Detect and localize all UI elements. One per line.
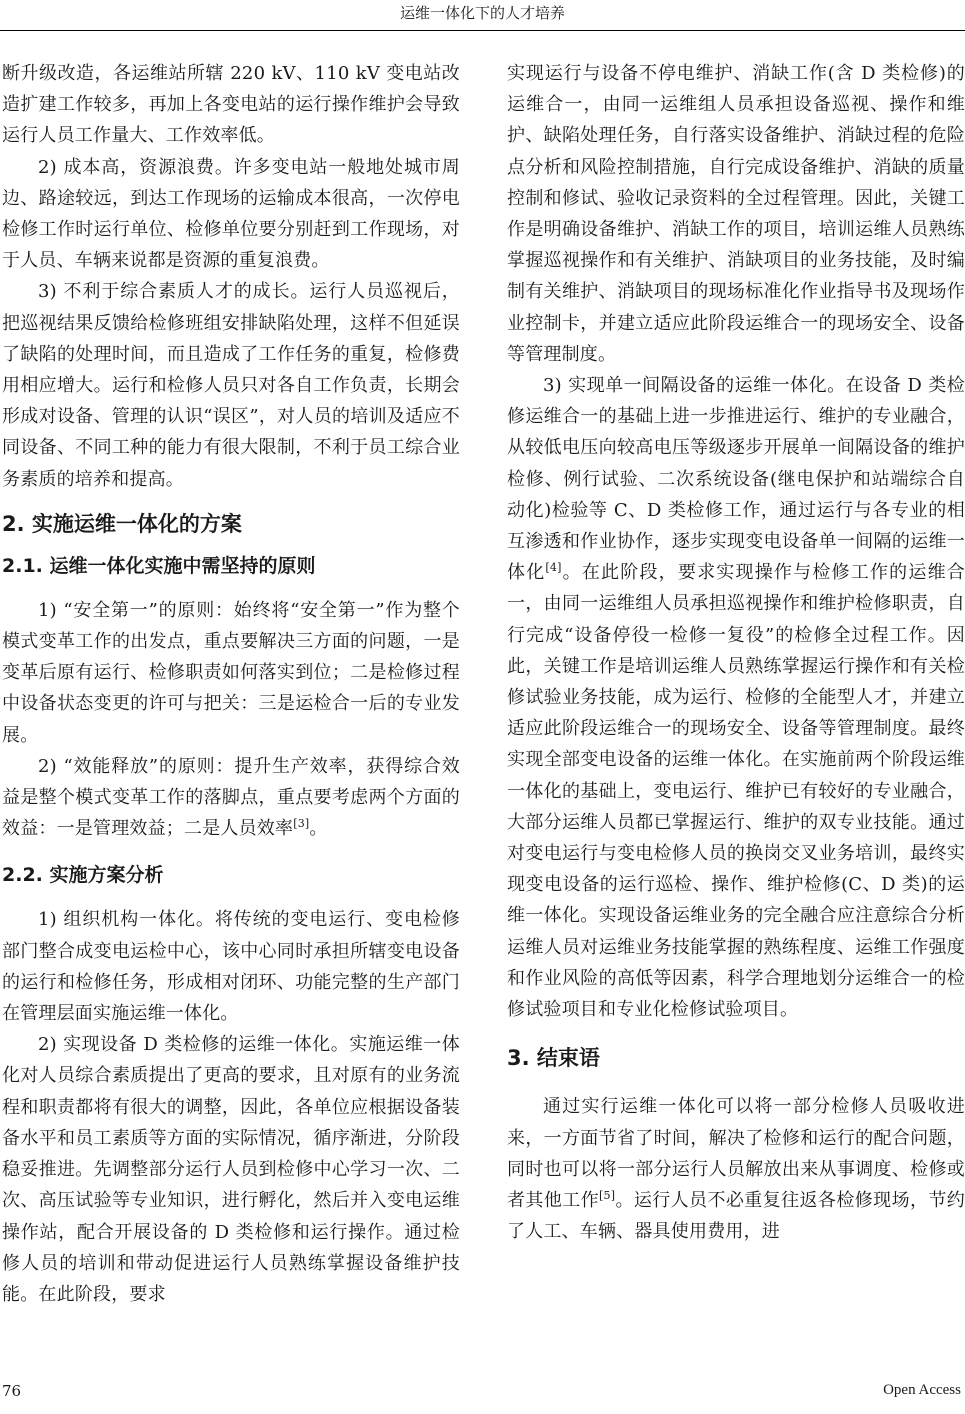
- right-column: [507, 58, 965, 1247]
- paragraph-text: 3) 实现单一间隔设备的运维一体化。在设备 D 类检修运维合一的基础上进一步推进运行、维护的专业融合，从较低电压向较高电压等级逐步开展单一间隔设备的维护检修、例行试验、二次系统设备(继电保护和站端综合自动化)检验等 C、D 类检修工作，通过运行与各专业的相互渗透和作业协作，逐步实现变电设备单一间隔的运维一体化: [507, 375, 965, 584]
- paragraph: 2) 成本高，资源浪费。许多变电站一般地处城市周边、路途较远，到达工作现场的运输成本很高，一次停电检修工作时运行单位、检修单位要分别赶到工作现场，对于人员、车辆来说都是资源的重复浪费。: [2, 156, 460, 272]
- paragraph: [2, 751, 460, 845]
- left-column: [2, 58, 460, 1310]
- citation-ref: [3]: [293, 817, 310, 831]
- section-heading-2: 2. 实施运维一体化的方案: [2, 511, 242, 536]
- subsection-heading-2-1: 2.1. 运维一体化实施中需坚持的原则: [2, 554, 316, 577]
- paragraph: 断升级改造，各运维站所辖 220 kV、110 kV 变电站改造扩建工作较多，再加上各变电站的运行操作维护会导致运行人员工作量大、工作效率低。: [2, 63, 460, 147]
- paragraph-text: 。在此阶段，要求实现操作与检修工作的运维合一，由同一运维组人员承担巡视操作和维护检修职责，自行完成“设备停役一检修一复役”的检修全过程工作。因此，关键工作是培训运维人员熟练掌握运行操作和有关检修试验业务技能，成为运行、检修的全能型人才，并建立适应此阶段运维合一的现场安全、设备等管理制度。最终实现全部变电设备的运维一体化。在实施前两个阶段运维一体化的基础上，变电运行、维护已有较好的专业融合，大部分运维人员都已掌握运行、维护的双专业技能。通过对变电运行与变电检修人员的换岗交叉业务培训，最终实现变电设备的运行巡检、操作、维护检修(C、D 类)的运维一体化。实现设备运维业务的完全融合应注意综合分析运维人员对运维业务技能掌握的熟练程度、运维工作强度和作业风险的高低等因素，科学合理地划分运维合一的检修试验项目和专业化检修试验项目。: [507, 562, 965, 1021]
- paragraph-text: 通过实行运维一体化可以将一部分检修人员吸收进来，一方面节省了时间，解决了检修和运行的配合问题，同时也可以将一部分运行人员解放出来从事调度、检修或者其他工作: [507, 1096, 965, 1211]
- header-rule: [0, 30, 965, 31]
- citation-ref: [5]: [599, 1188, 616, 1202]
- paragraph: [507, 1091, 965, 1247]
- subsection-heading-2-2: 2.2. 实施方案分析: [2, 864, 164, 887]
- paragraph: 1) “安全第一”的原则：始终将“安全第一”作为整个模式变革工作的出发点，重点要解决三方面的问题，一是变革后原有运行、检修职责如何落实到位；二是检修过程中设备状态变更的许可与把关：三是运检合一后的专业发展。: [2, 599, 460, 746]
- paragraph-text: 。运行人员不必重复往返各检修现场，节约了人工、车辆、器具使用费用，进: [507, 1189, 965, 1243]
- paragraph: 实现运行与设备不停电维护、消缺工作(含 D 类检修)的运维合一，由同一运维组人员承担设备巡视、操作和维护、缺陷处理任务，自行落实设备维护、消缺过程的危险点分析和风险控制措施，自行完成设备维护、消缺的质量控制和修试、验收记录资料的全过程管理。因此，关键工作是明确设备维护、消缺工作的项目，培训运维人员熟练掌握巡视操作和有关维护、消缺项目的业务技能，及时编制有关维护、消缺项目的现场标准化作业指导书及现场作业控制卡，并建立适应此阶段运维合一的现场安全、设备等管理制度。: [507, 63, 965, 365]
- journal-label: Open Access: [883, 1382, 961, 1398]
- paragraph: 2) 实现设备 D 类检修的运维一体化。实施运维一体化对人员综合素质提出了更高的要求，且对原有的业务流程和职责都将有很大的调整，因此，各单位应根据设备装备水平和员工素质等方面的实际情况，循序渐进，分阶段稳妥推进。先调整部分运行人员到检修中心学习一次、二次、高压试验等专业知识，进行孵化，然后并入变电运维操作站，配合开展设备的 D 类检修和运行操作。通过检修人员的培训和带动促进运行人员熟练掌握设备维护技能。在此阶段，要求: [2, 1034, 460, 1305]
- paragraph-text: 2) “效能释放”的原则：提升生产效率，获得综合效益是整个模式变革工作的落脚点，重点要考虑两个方面的效益：一是管理效益；二是人员效率: [2, 755, 460, 840]
- running-header: 运维一体化下的人才培养: [399, 4, 565, 22]
- section-heading-3: 3. 结束语: [507, 1046, 600, 1071]
- citation-ref: [4]: [545, 561, 562, 575]
- paragraph: [507, 370, 965, 1025]
- paragraph: 3) 不利于综合素质人才的成长。运行人员巡视后，把巡视结果反馈给检修班组安排缺陷处理，这样不但延误了缺陷的处理时间，而且造成了工作任务的重复，检修费用相应增大。运行和检修人员只对各自工作负责，长期会形成对设备、管理的认识“误区”，对人员的培训及适应不同设备、不同工种的能力有很大限制，不利于员工综合业务素质的培养和提高。: [2, 281, 460, 490]
- paragraph-text: 。: [309, 818, 328, 840]
- page-number: 76: [2, 1382, 22, 1400]
- paragraph: 1) 组织机构一体化。将传统的变电运行、变电检修部门整合成变电运检中心，该中心同时承担所辖变电设备的运行和检修任务，形成相对闭环、功能完整的生产部门在管理层面实施运维一体化。: [2, 909, 460, 1025]
